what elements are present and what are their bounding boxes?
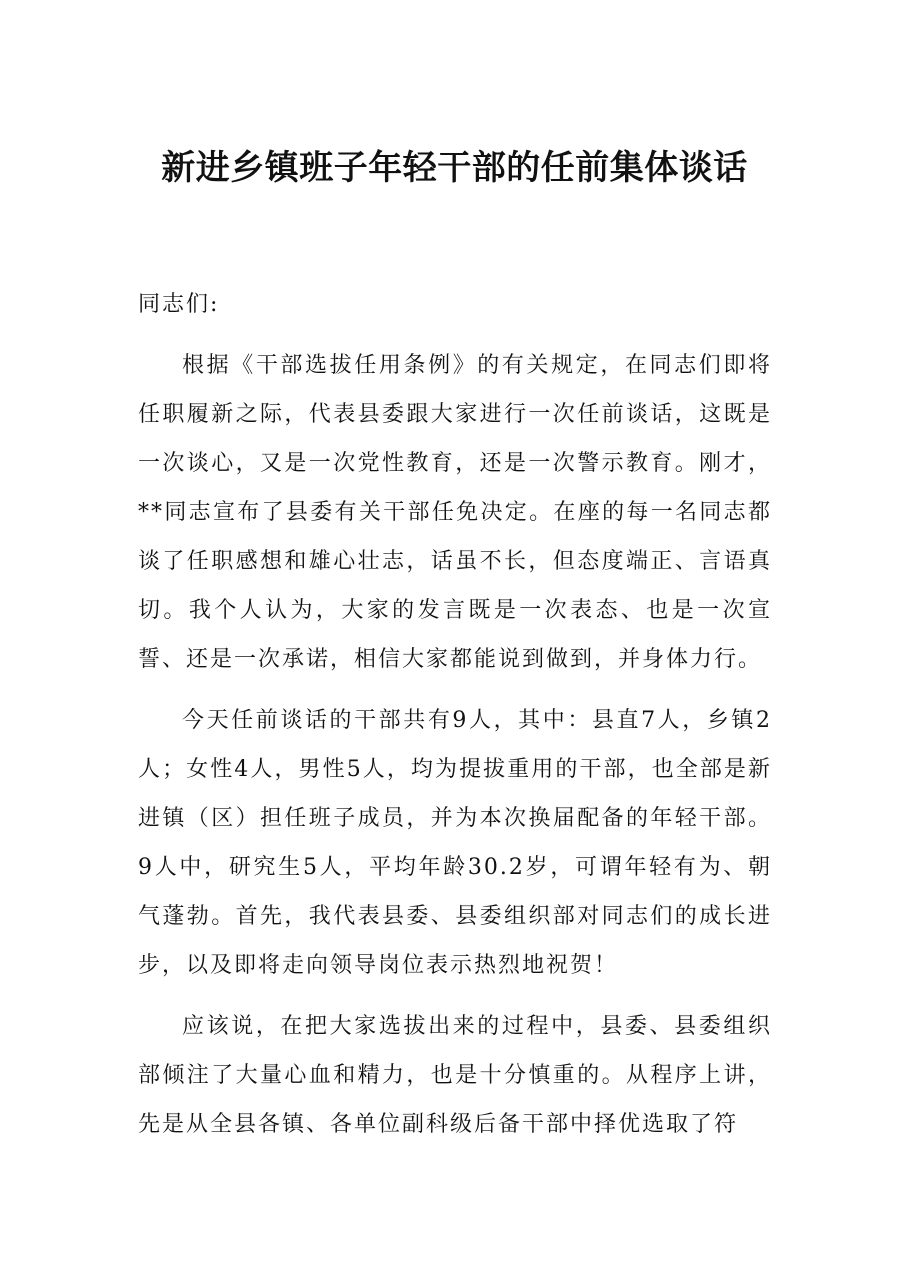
document-title: 新进乡镇班子年轻干部的任前集体谈话 <box>161 148 748 188</box>
salutation: 同志们: <box>138 292 220 317</box>
paragraph-2: 今天任前谈话的干部共有9人，其中：县直7人，乡镇2人；女性4人，男性5人，均为提拔重用的干部，也全部是新进镇（区）担任班子成员，并为本次换届配备的年轻干部。9人中，研究生5人，平均年龄30.2岁，可谓年轻有为、朝气蓬勃。首先，我代表县委、县委组织部对同志们的成长进步，以及即将走向领导岗位表示热烈地祝贺！ <box>138 708 772 978</box>
document-body <box>138 280 772 1161</box>
paragraph-3: 应该说，在把大家选拔出来的过程中，县委、县委组织部倾注了大量心血和精力，也是十分慎重的。从程序上讲，先是从全县各镇、各单位副科级后备干部中择优选取了符 <box>138 1014 772 1137</box>
paragraph-1: 根据《干部选拔任用条例》的有关规定，在同志们即将任职履新之际，代表县委跟大家进行一次任前谈话，这既是一次谈心，又是一次党性教育，还是一次警示教育。刚才，**同志宣布了县委有关干部任免决定。在座的每一名同志都谈了任职感想和雄心壮志，话虽不长，但态度端正、言语真切。我个人认为，大家的发言既是一次表态、也是一次宣誓、还是一次承诺，相信大家都能说到做到，并身体力行。 <box>138 353 772 672</box>
